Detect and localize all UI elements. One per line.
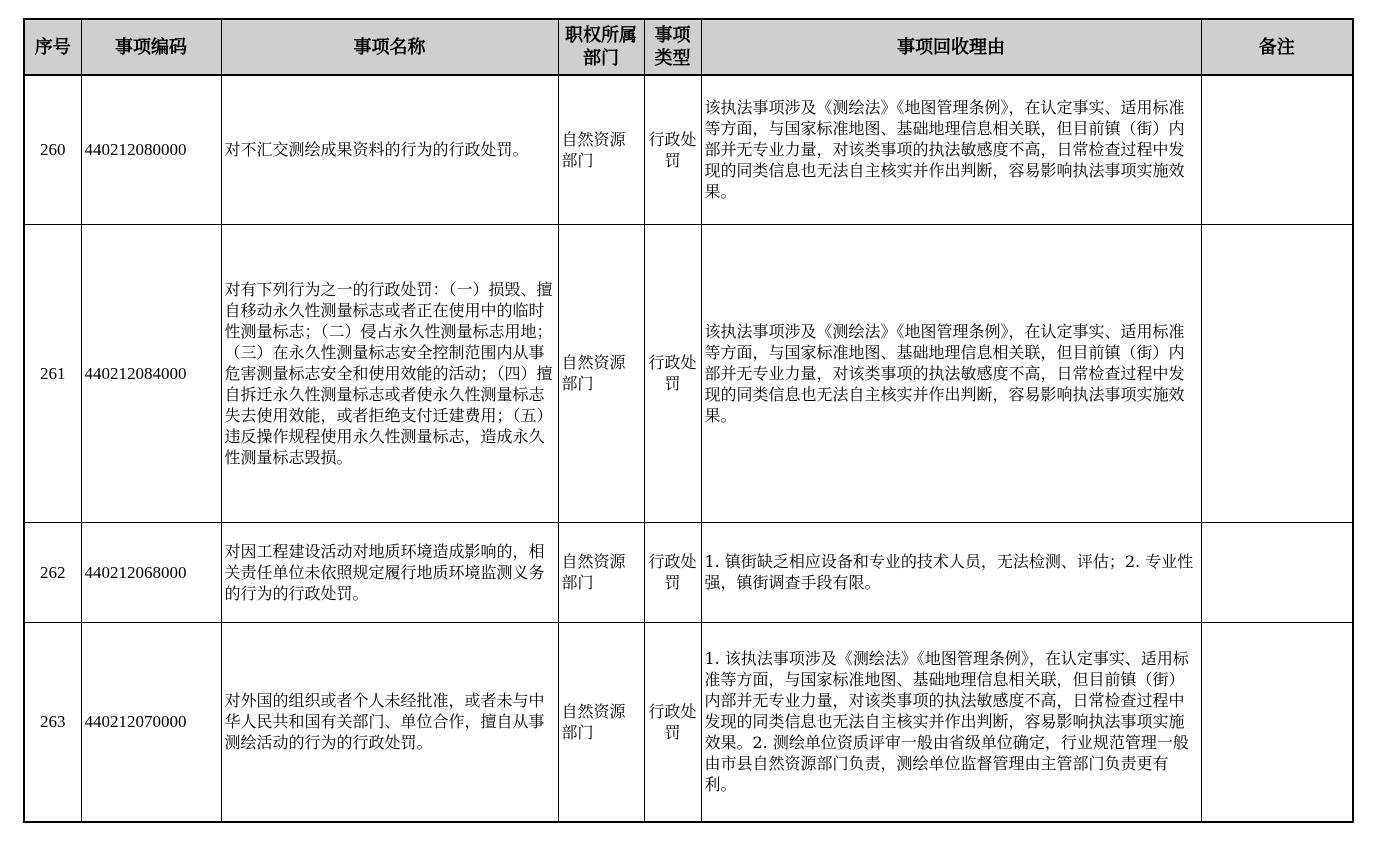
header-code: 事项编码 bbox=[81, 19, 221, 75]
header-note: 备注 bbox=[1201, 19, 1353, 75]
cell-code: 440212070000 bbox=[81, 622, 221, 822]
cell-name: 对不汇交测绘成果资料的行为的行政处罚。 bbox=[221, 75, 558, 224]
table-row bbox=[24, 622, 1353, 822]
cell-reason: 1. 该执法事项涉及《测绘法》《地图管理条例》，在认定事实、适用标准等方面，与国家标准地图、基础地理信息相关联，但目前镇（街）内部并无专业力量，对该类事项的执法敏感度不高，日常检查过程中发现的同类信息也无法自主核实并作出判断，容易影响执法事项实施效果。2. 测绘单位资质评审一般由省级单位确定，行业规范管理一般由市县自然资源部门负责，测绘单位监督管理由主管部门负责更有利。 bbox=[701, 622, 1201, 822]
cell-reason: 该执法事项涉及《测绘法》《地图管理条例》，在认定事实、适用标准等方面，与国家标准地图、基础地理信息相关联，但目前镇（街）内部并无专业力量，对该类事项的执法敏感度不高，日常检查过程中发现的同类信息也无法自主核实并作出判断，容易影响执法事项实施效果。 bbox=[701, 224, 1201, 522]
cell-type: 行政处罚 bbox=[644, 622, 701, 822]
table-row bbox=[24, 522, 1353, 622]
header-row bbox=[24, 19, 1353, 75]
table-row bbox=[24, 224, 1353, 522]
cell-type: 行政处罚 bbox=[644, 224, 701, 522]
cell-note bbox=[1201, 622, 1353, 822]
header-dept: 职权所属部门 bbox=[558, 19, 644, 75]
items-table bbox=[23, 18, 1354, 823]
cell-note bbox=[1201, 522, 1353, 622]
cell-type: 行政处罚 bbox=[644, 75, 701, 224]
cell-dept: 自然资源部门 bbox=[558, 224, 644, 522]
cell-code: 440212068000 bbox=[81, 522, 221, 622]
cell-seq: 260 bbox=[24, 75, 81, 224]
cell-seq: 263 bbox=[24, 622, 81, 822]
header-type: 事项类型 bbox=[644, 19, 701, 75]
table-row bbox=[24, 75, 1353, 224]
cell-name: 对外国的组织或者个人未经批准，或者未与中华人民共和国有关部门、单位合作，擅自从事测绘活动的行为的行政处罚。 bbox=[221, 622, 558, 822]
cell-code: 440212080000 bbox=[81, 75, 221, 224]
table-header bbox=[24, 19, 1353, 75]
cell-code: 440212084000 bbox=[81, 224, 221, 522]
cell-seq: 261 bbox=[24, 224, 81, 522]
cell-dept: 自然资源部门 bbox=[558, 522, 644, 622]
header-reason: 事项回收理由 bbox=[701, 19, 1201, 75]
cell-seq: 262 bbox=[24, 522, 81, 622]
cell-name: 对因工程建设活动对地质环境造成影响的，相关责任单位未依照规定履行地质环境监测义务的行为的行政处罚。 bbox=[221, 522, 558, 622]
cell-note bbox=[1201, 75, 1353, 224]
cell-dept: 自然资源部门 bbox=[558, 75, 644, 224]
header-seq: 序号 bbox=[24, 19, 81, 75]
cell-reason: 该执法事项涉及《测绘法》《地图管理条例》，在认定事实、适用标准等方面，与国家标准地图、基础地理信息相关联，但目前镇（街）内部并无专业力量，对该类事项的执法敏感度不高，日常检查过程中发现的同类信息也无法自主核实并作出判断，容易影响执法事项实施效果。 bbox=[701, 75, 1201, 224]
header-name: 事项名称 bbox=[221, 19, 558, 75]
cell-name: 对有下列行为之一的行政处罚：（一）损毁、擅自移动永久性测量标志或者正在使用中的临时性测量标志；（二）侵占永久性测量标志用地；（三）在永久性测量标志安全控制范围内从事危害测量标志安全和使用效能的活动；（四）擅自拆迁永久性测量标志或者使永久性测量标志失去使用效能，或者拒绝支付迁建费用；（五）违反操作规程使用永久性测量标志，造成永久性测量标志毁损。 bbox=[221, 224, 558, 522]
cell-type: 行政处罚 bbox=[644, 522, 701, 622]
table-body bbox=[24, 75, 1353, 822]
cell-note bbox=[1201, 224, 1353, 522]
cell-dept: 自然资源部门 bbox=[558, 622, 644, 822]
cell-reason: 1. 镇街缺乏相应设备和专业的技术人员，无法检测、评估；2. 专业性强，镇街调查手段有限。 bbox=[701, 522, 1201, 622]
